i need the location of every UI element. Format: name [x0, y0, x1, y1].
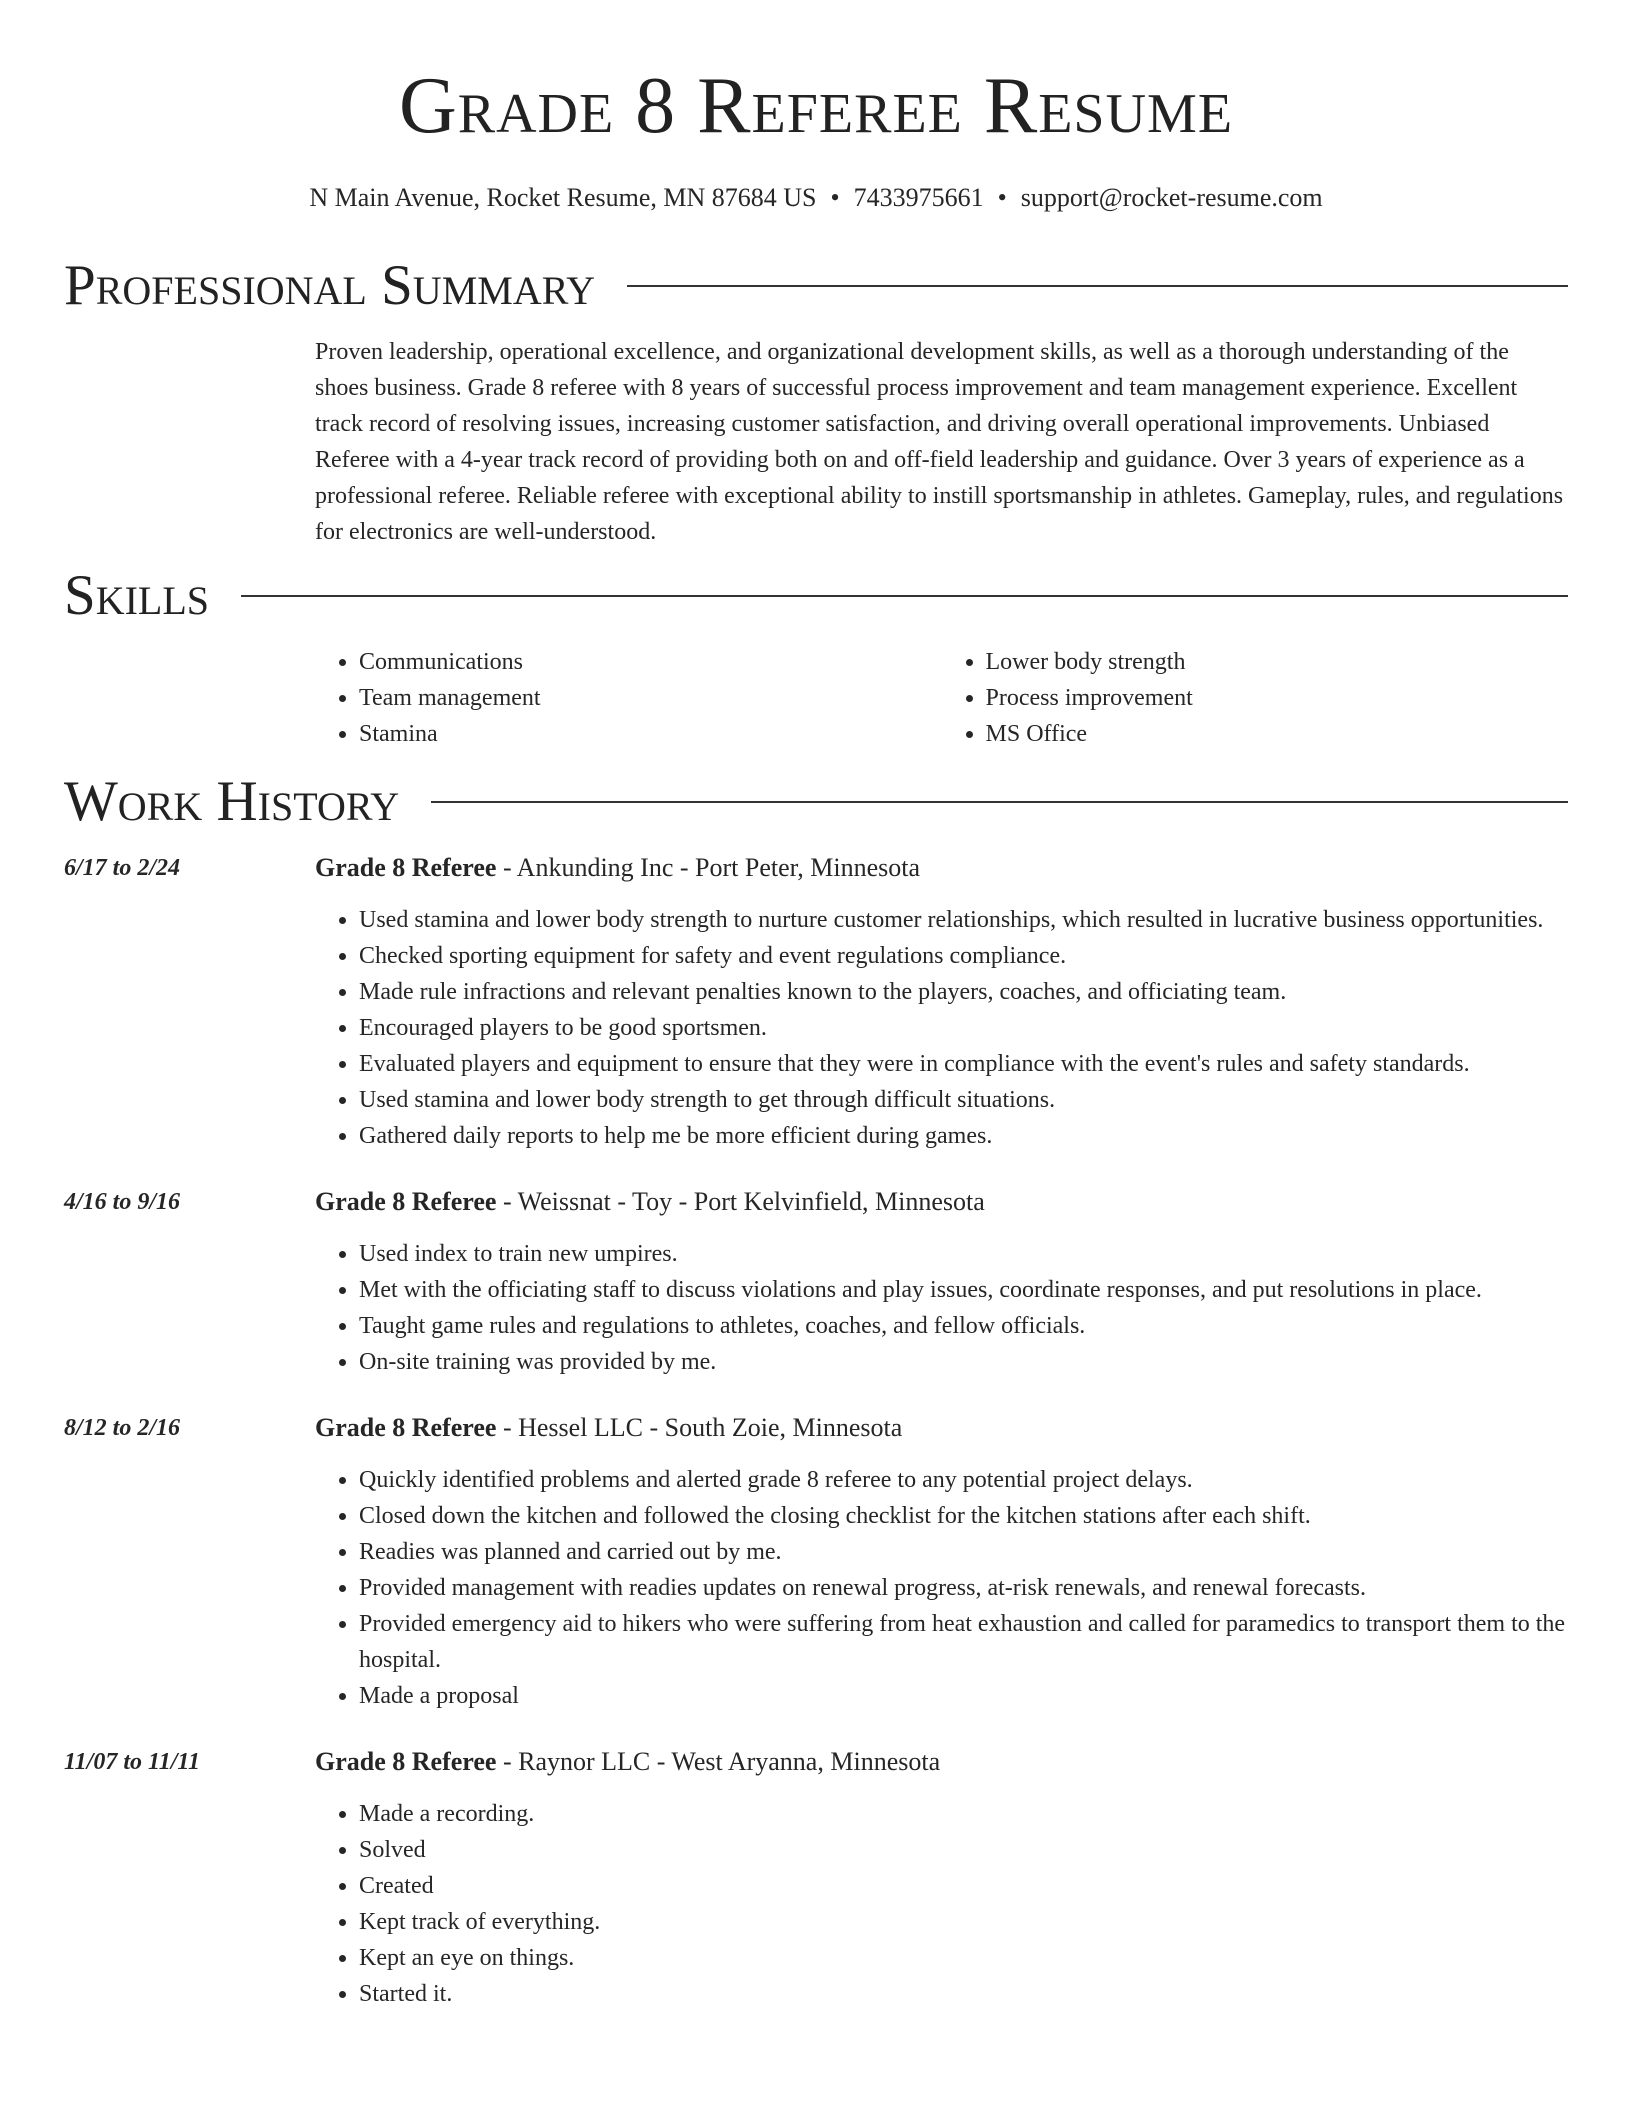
- job-bullet: • Used index to train new umpires.: [359, 1236, 1568, 1272]
- job-bullet: • Provided management with readies updates on renewal progress, at-risk renewals, and renewal forecasts.: [359, 1570, 1568, 1606]
- skills-column-right: [942, 644, 1569, 752]
- work-section-header: [64, 766, 1568, 838]
- job-bullet: • Used stamina and lower body strength to get through difficult situations.: [359, 1082, 1568, 1118]
- section-divider: [241, 595, 1568, 597]
- job-entry: [64, 1410, 1568, 1714]
- job-role: [315, 1744, 1568, 1780]
- job-bullet: • Kept track of everything.: [359, 1904, 1568, 1940]
- resume-title: Grade 8 Referee Resume: [398, 62, 1234, 150]
- contact-phone: 7433975661: [853, 183, 984, 212]
- skills-column-left: [315, 644, 942, 752]
- job-role: [315, 850, 1568, 886]
- job-title: Grade 8 Referee: [315, 853, 497, 882]
- job-title: Grade 8 Referee: [315, 1187, 497, 1216]
- summary-text: Proven leadership, operational excellence, and organizational development skills, as well as a thorough understanding of the shoes business. Grade 8 referee with 8 years of successful process improvement and team management experience. Excellent track record of resolving issues, increasing customer satisfaction, and driving overall operational improvements. Unbiased Referee with a 4-year track record of providing both on and off-field leadership and guidance. Over 3 years of experience as a professional referee. Reliable referee with exceptional ability to instill sportsmanship in athletes. Gameplay, rules, and regulations for electronics are well-understood.: [315, 339, 1564, 545]
- job-bullet: • Quickly identified problems and alerted grade 8 referee to any potential project delays.: [359, 1462, 1568, 1498]
- job-bullet: • Taught game rules and regulations to athletes, coaches, and fellow officials.: [359, 1308, 1568, 1344]
- skill-item: • Communications: [359, 644, 942, 680]
- summary-section-header: [64, 250, 1568, 322]
- job-bullet: • Checked sporting equipment for safety and event regulations compliance.: [359, 938, 1568, 974]
- job-details: [315, 850, 1568, 1154]
- job-bullet: • Met with the officiating staff to discuss violations and play issues, coordinate responses, and put resolutions in place.: [359, 1272, 1568, 1308]
- job-bullet: • Created: [359, 1868, 1568, 1904]
- job-dates: 6/17 to 2/24: [64, 855, 181, 881]
- job-bullet: • Encouraged players to be good sportsmen.: [359, 1010, 1568, 1046]
- job-bullet: • Readies was planned and carried out by me.: [359, 1534, 1568, 1570]
- skill-item: • Team management: [359, 680, 942, 716]
- job-bullet: • Closed down the kitchen and followed the closing checklist for the kitchen stations after each shift.: [359, 1498, 1568, 1534]
- job-dates: 11/07 to 11/11: [64, 1749, 201, 1775]
- work-heading: Work History: [64, 770, 400, 833]
- job-entry: [64, 1744, 1568, 2012]
- job-bullet: • Evaluated players and equipment to ensure that they were in compliance with the event's rules and safety standards.: [359, 1046, 1568, 1082]
- job-title: Grade 8 Referee: [315, 1413, 497, 1442]
- skill-item: • MS Office: [986, 716, 1569, 752]
- skills-heading: Skills: [64, 564, 210, 627]
- summary-heading: Professional Summary: [64, 254, 596, 317]
- section-divider: [431, 801, 1568, 803]
- job-bullet: • Solved: [359, 1832, 1568, 1868]
- job-bullet: • Made a recording.: [359, 1796, 1568, 1832]
- job-role: [315, 1184, 1568, 1220]
- job-details: [315, 1410, 1568, 1714]
- job-dates: 8/12 to 2/16: [64, 1415, 181, 1441]
- job-details: [315, 1744, 1568, 2012]
- job-bullets: [315, 902, 1568, 1154]
- skill-item: • Stamina: [359, 716, 942, 752]
- skill-item: • Process improvement: [986, 680, 1569, 716]
- job-company: - Raynor LLC - West Aryanna, Minnesota: [496, 1747, 941, 1776]
- contact-line: [64, 182, 1568, 214]
- job-bullet: • Kept an eye on things.: [359, 1940, 1568, 1976]
- job-bullet: • Gathered daily reports to help me be more efficient during games.: [359, 1118, 1568, 1154]
- job-entry: [64, 850, 1568, 1154]
- section-divider: [627, 285, 1568, 287]
- job-bullet: • Started it.: [359, 1976, 1568, 2012]
- skills-section-header: [64, 560, 1568, 632]
- job-details: [315, 1184, 1568, 1380]
- job-role: [315, 1410, 1568, 1446]
- skills-list: [315, 644, 1568, 752]
- job-bullets: [315, 1236, 1568, 1380]
- job-bullet: • Provided emergency aid to hikers who were suffering from heat exhaustion and called for paramedics to transport them to the hospital.: [359, 1606, 1568, 1678]
- job-bullets: [315, 1462, 1568, 1714]
- job-company: - Ankunding Inc - Port Peter, Minnesota: [496, 853, 921, 882]
- contact-separator: •: [830, 183, 840, 212]
- contact-address: N Main Avenue, Rocket Resume, MN 87684 US: [309, 183, 817, 212]
- job-company: - Hessel LLC - South Zoie, Minnesota: [496, 1413, 903, 1442]
- job-dates: 4/16 to 9/16: [64, 1189, 181, 1215]
- job-bullet: • Made rule infractions and relevant penalties known to the players, coaches, and officiating team.: [359, 974, 1568, 1010]
- skill-item: • Lower body strength: [986, 644, 1569, 680]
- job-bullet: • Used stamina and lower body strength to nurture customer relationships, which resulted in lucrative business opportunities.: [359, 902, 1568, 938]
- job-company: - Weissnat - Toy - Port Kelvinfield, Minnesota: [496, 1187, 985, 1216]
- job-bullet: • Made a proposal: [359, 1678, 1568, 1714]
- summary-section: [315, 334, 1568, 550]
- job-bullets: [315, 1796, 1568, 2012]
- job-title: Grade 8 Referee: [315, 1747, 497, 1776]
- job-bullet: • On-site training was provided by me.: [359, 1344, 1568, 1380]
- contact-email: support@rocket-resume.com: [1020, 183, 1323, 212]
- contact-separator: •: [997, 183, 1007, 212]
- job-entry: [64, 1184, 1568, 1380]
